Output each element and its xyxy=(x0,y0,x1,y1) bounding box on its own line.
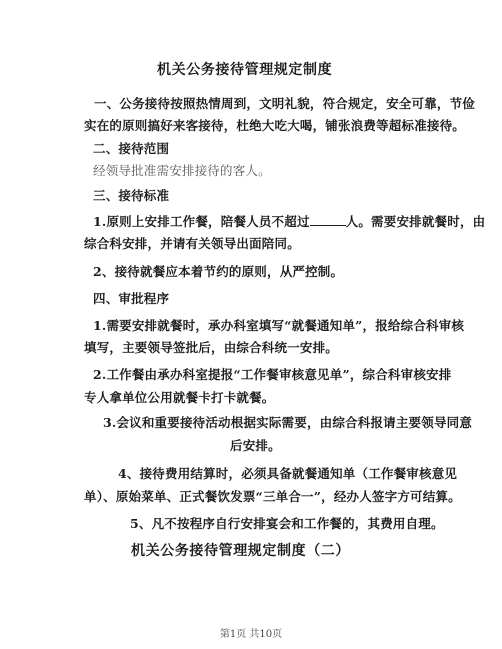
section2-body: 经领导批准需安排接待的客人。 xyxy=(93,163,271,178)
document-title: 机关公务接待管理规定制度 xyxy=(157,62,333,78)
section3-item1-line1 xyxy=(93,213,485,230)
section4-item2-line2: 专人拿单位公用就餐卡打卡就餐。 xyxy=(84,390,275,405)
section4-item3-line1: 3.会议和重要接待活动根据实际需要，由综合科报请主要领导同意 xyxy=(103,415,473,430)
next-document-title: 机关公务接待管理规定制度（二） xyxy=(131,543,350,559)
page-footer: 第1页 共10页 xyxy=(219,629,283,640)
section1-line1: 一、公务接待按照热情周到，文明礼貌，符合规定，安全可靠，节俭 xyxy=(94,96,476,111)
section3-item1-text-a: 1.原则上安排工作餐，陪餐人员不超过 xyxy=(93,214,310,229)
section3-item1-text-b: 人。需要安排就餐时，由 xyxy=(345,214,486,229)
section4-item4-line1: 4、接待费用结算时，必须具备就餐通知单（工作餐审核意见 xyxy=(118,466,458,481)
section4-item5: 5、凡不按程序自行安排宴会和工作餐的，其费用自理。 xyxy=(130,516,444,531)
section4-item1-line1: 1.需要安排就餐时，承办科室填写“就餐通知单”，报给综合科审核 xyxy=(93,318,465,333)
section4-item4-line2: 单）、原始菜单、正式餐饮发票“三单合一”，经办人签字方可结算。 xyxy=(84,489,461,504)
section3-item2: 2、接待就餐应本着节约的原则，从严控制。 xyxy=(93,264,344,279)
section3-heading: 三、接待标准 xyxy=(93,188,170,203)
section4-item1-line2: 填写，主要领导签批后，由综合科统一安排。 xyxy=(84,340,339,355)
section1-line2: 实在的原则搞好来客接待，杜绝大吃大喝，铺张浪费等超标准接待。 xyxy=(84,118,466,133)
section4-item2-line1: 2.工作餐由承办科室提报“工作餐审核意见单”，综合科审核安排 xyxy=(93,367,452,382)
section3-item1-line2: 综合科安排，并请有关领导出面陪同。 xyxy=(84,236,300,251)
section4-item3-line2: 后安排。 xyxy=(230,438,281,453)
section4-heading: 四、审批程序 xyxy=(93,291,170,306)
blank-underline xyxy=(310,213,346,226)
section2-heading: 二、接待范围 xyxy=(93,141,170,156)
